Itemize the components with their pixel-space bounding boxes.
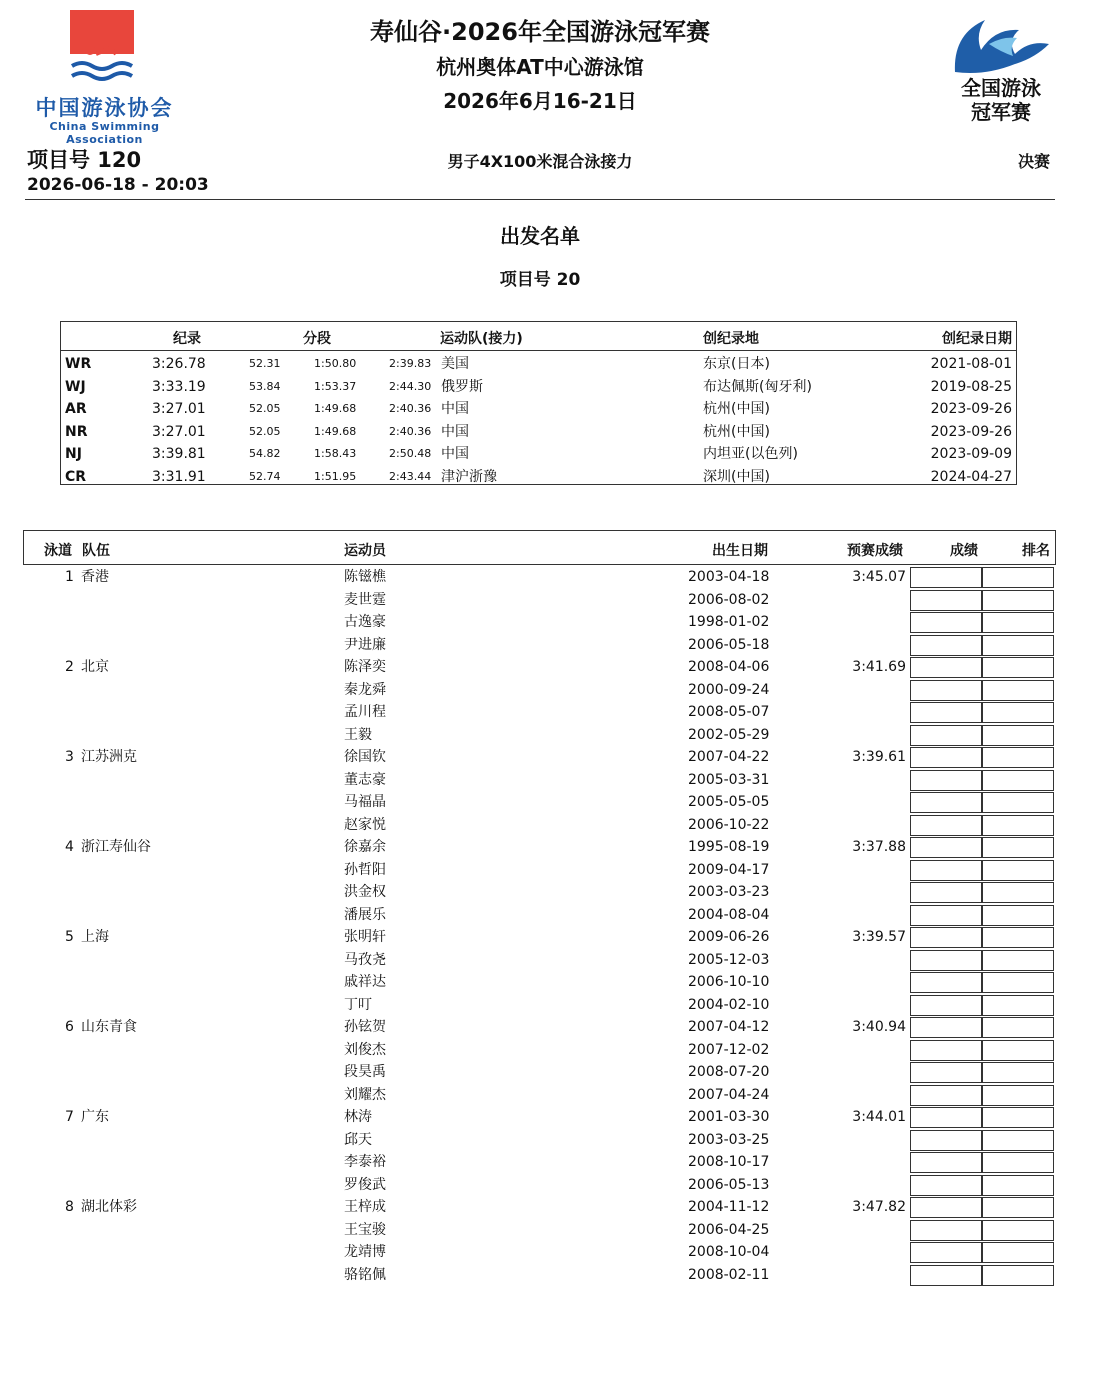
result-box	[910, 1220, 982, 1241]
athlete-name: 陈泽奕	[344, 659, 386, 675]
header-athlete: 运动员	[344, 543, 386, 559]
result-box	[910, 1107, 982, 1128]
team-name: 香港	[81, 569, 109, 585]
record-s1: 52.05	[249, 402, 281, 415]
records-header-record: 纪录	[173, 331, 201, 347]
seed-time: 3:37.88	[852, 839, 906, 855]
rank-box	[982, 702, 1054, 723]
header-lane: 泳道	[44, 543, 72, 559]
result-box	[910, 815, 982, 836]
athlete-dob: 2007-04-24	[688, 1086, 770, 1103]
athlete-name: 罗俊武	[344, 1176, 386, 1193]
record-time: 3:33.19	[152, 378, 206, 395]
athlete-name: 刘耀杰	[344, 1086, 386, 1103]
record-code: NR	[65, 423, 88, 440]
record-row	[61, 466, 1016, 488]
rank-box	[982, 1265, 1054, 1286]
record-s2: 1:51.95	[314, 469, 357, 483]
record-team: 美国	[441, 356, 469, 372]
athlete-name: 赵家悦	[344, 816, 386, 833]
result-box	[910, 1242, 982, 1263]
record-time: 3:26.78	[152, 356, 206, 372]
rank-box	[982, 657, 1054, 678]
athlete-dob: 2006-04-25	[688, 1221, 770, 1238]
athlete-dob: 2000-09-24	[688, 681, 770, 698]
record-code: AR	[65, 401, 87, 417]
athlete-name: 秦龙舜	[344, 681, 386, 698]
lane-number: 7	[65, 1109, 74, 1125]
athlete-name: 李泰裕	[344, 1154, 386, 1170]
result-box	[910, 1085, 982, 1106]
record-s3: 2:44.30	[389, 379, 432, 393]
lane-number: 2	[65, 659, 74, 675]
athlete-name: 孙铉贺	[344, 1019, 386, 1035]
record-s1: 52.31	[249, 357, 281, 370]
athlete-name: 孟川程	[344, 704, 386, 720]
record-place: 深圳(中国)	[703, 468, 770, 485]
athlete-dob: 2009-04-17	[688, 861, 770, 878]
header-divider	[25, 199, 1055, 200]
athlete-dob: 2005-03-31	[688, 771, 770, 788]
rank-box	[982, 905, 1054, 926]
record-place: 内坦亚(以色列)	[703, 446, 798, 462]
record-s2: 1:49.68	[314, 424, 357, 438]
records-header-team: 运动队(接力)	[440, 331, 523, 347]
seed-time: 3:44.01	[852, 1109, 906, 1125]
record-code: CR	[65, 468, 87, 485]
result-box	[910, 972, 982, 993]
athlete-name: 董志豪	[344, 771, 386, 788]
athlete-name: 尹进廉	[344, 636, 386, 653]
result-box	[910, 747, 982, 768]
record-s1: 52.05	[249, 424, 281, 438]
result-box	[910, 725, 982, 746]
record-date: 2023-09-09	[930, 446, 1012, 462]
header-dob: 出生日期	[712, 543, 768, 559]
record-date: 2024-04-27	[930, 468, 1012, 485]
record-s2: 1:50.80	[314, 357, 357, 370]
result-box	[910, 1040, 982, 1061]
result-box	[910, 680, 982, 701]
record-s1: 53.84	[249, 379, 281, 393]
wave-icon	[945, 14, 1057, 76]
records-header-date: 创纪录日期	[942, 331, 1012, 347]
start-list	[23, 530, 1056, 1286]
team-name: 上海	[81, 929, 109, 945]
result-box	[910, 837, 982, 858]
result-box	[910, 927, 982, 948]
record-team: 中国	[441, 446, 469, 462]
rank-box	[982, 950, 1054, 971]
result-box	[910, 1197, 982, 1218]
lane-number: 1	[65, 569, 74, 585]
rank-box	[982, 1130, 1054, 1151]
athlete-name: 骆铭佩	[344, 1266, 386, 1283]
team-name: 山东青食	[81, 1019, 137, 1035]
rank-box	[982, 770, 1054, 791]
team-name: 广东	[81, 1109, 109, 1125]
rank-box	[982, 927, 1054, 948]
athlete-dob: 2008-02-11	[688, 1266, 770, 1283]
record-date: 2019-08-25	[930, 378, 1012, 395]
rank-box	[982, 635, 1054, 656]
event-number: 项目号 120	[27, 148, 142, 172]
athlete-name: 马福晶	[344, 794, 386, 810]
record-place: 杭州(中国)	[703, 423, 770, 440]
athlete-dob: 2009-06-26	[688, 929, 770, 945]
athlete-dob: 2002-05-29	[688, 726, 770, 743]
record-s2: 1:49.68	[314, 402, 357, 415]
meet-dates: 2026年6月16-21日	[443, 89, 637, 113]
rank-box	[982, 1085, 1054, 1106]
record-code: WJ	[65, 378, 86, 395]
record-place: 杭州(中国)	[703, 401, 770, 417]
rank-box	[982, 972, 1054, 993]
record-code: WR	[65, 356, 92, 372]
result-box	[910, 612, 982, 633]
athlete-name: 王毅	[344, 726, 372, 743]
meet-title: 寿仙谷·2026年全国游泳冠军赛	[370, 18, 710, 46]
athlete-dob: 1998-01-02	[688, 614, 770, 630]
athlete-dob: 2008-05-07	[688, 704, 770, 720]
record-team: 中国	[441, 423, 469, 440]
result-box	[910, 635, 982, 656]
rank-box	[982, 1242, 1054, 1263]
athlete-name: 戚祥达	[344, 974, 386, 990]
athlete-dob: 2007-12-02	[688, 1041, 770, 1058]
result-box	[910, 1130, 982, 1151]
header-seed: 预赛成绩	[847, 543, 903, 559]
athlete-dob: 2004-11-12	[688, 1199, 770, 1215]
result-box	[910, 1017, 982, 1038]
athlete-dob: 2008-10-04	[688, 1244, 770, 1260]
record-s3: 2:50.48	[389, 447, 432, 460]
record-row	[61, 376, 1016, 398]
swimmer-icon	[70, 10, 134, 88]
rank-box	[982, 995, 1054, 1016]
csa-logo	[22, 10, 187, 146]
athlete-name: 丁叮	[344, 996, 372, 1013]
rank-box	[982, 1107, 1054, 1128]
record-s1: 54.82	[249, 447, 281, 460]
athlete-name: 陈镃樵	[344, 569, 386, 585]
doc-title: 出发名单	[500, 224, 580, 248]
result-box	[910, 657, 982, 678]
result-box	[910, 1265, 982, 1286]
doc-subtitle: 项目号 20	[499, 270, 581, 290]
seed-time: 3:45.07	[852, 569, 906, 585]
athlete-name: 王梓成	[344, 1199, 386, 1215]
athlete-name: 段昊禹	[344, 1064, 386, 1080]
record-s3: 2:40.36	[389, 402, 432, 415]
athlete-dob: 2003-03-23	[688, 884, 770, 900]
seed-time: 3:41.69	[852, 659, 906, 675]
record-row	[61, 421, 1016, 443]
rank-box	[982, 1017, 1054, 1038]
result-box	[910, 770, 982, 791]
org-name-en: China Swimming Association	[49, 120, 160, 146]
rank-box	[982, 1040, 1054, 1061]
athlete-name: 徐嘉余	[344, 839, 386, 855]
result-box	[910, 882, 982, 903]
record-team: 中国	[441, 401, 469, 417]
athlete-dob: 2008-07-20	[688, 1064, 770, 1080]
record-time: 3:39.81	[152, 446, 206, 462]
lane-number: 5	[65, 929, 74, 945]
seed-time: 3:40.94	[852, 1019, 906, 1035]
result-box	[910, 950, 982, 971]
athlete-name: 古逸豪	[344, 614, 386, 630]
athlete-dob: 2008-04-06	[688, 659, 770, 675]
result-box	[910, 860, 982, 881]
athlete-dob: 2008-10-17	[688, 1154, 770, 1170]
athlete-name: 洪金权	[344, 884, 386, 900]
championship-logo	[945, 14, 1057, 134]
record-time: 3:27.01	[152, 401, 206, 417]
athlete-dob: 2007-04-12	[688, 1019, 770, 1035]
lane-number: 4	[65, 839, 74, 855]
event-round: 决赛	[1017, 152, 1050, 171]
record-s3: 2:39.83	[389, 357, 432, 370]
header-team: 队伍	[82, 543, 110, 559]
start-list-header	[23, 530, 1056, 565]
athlete-name: 王宝骏	[344, 1221, 386, 1238]
record-s2: 1:53.37	[314, 379, 357, 393]
rank-box	[982, 612, 1054, 633]
rank-box	[982, 860, 1054, 881]
athlete-name: 张明轩	[344, 929, 386, 945]
seed-time: 3:39.57	[852, 929, 906, 945]
lane-number: 6	[65, 1019, 74, 1035]
athlete-dob: 2003-03-25	[688, 1131, 770, 1148]
lane-number: 8	[65, 1199, 74, 1215]
athlete-name: 刘俊杰	[344, 1041, 386, 1058]
athlete-dob: 2006-08-02	[688, 591, 770, 608]
records-header-place: 创纪录地	[703, 331, 759, 347]
result-box	[910, 567, 982, 588]
result-box	[910, 702, 982, 723]
rank-box	[982, 680, 1054, 701]
result-box	[910, 792, 982, 813]
result-box	[910, 1152, 982, 1173]
athlete-name: 林涛	[344, 1109, 372, 1125]
rank-box	[982, 1175, 1054, 1196]
athlete-dob: 1995-08-19	[688, 839, 770, 855]
athlete-dob: 2003-04-18	[688, 569, 770, 585]
rank-box	[982, 747, 1054, 768]
athlete-dob: 2006-10-10	[688, 974, 770, 990]
record-place: 布达佩斯(匈牙利)	[703, 378, 812, 395]
championship-logo-text: 全国游泳 冠军赛	[961, 76, 1041, 124]
record-time: 3:31.91	[152, 468, 206, 485]
rank-box	[982, 590, 1054, 611]
record-team: 津沪浙豫	[441, 468, 497, 485]
team-name: 北京	[81, 659, 109, 675]
athlete-dob: 2004-08-04	[688, 906, 770, 923]
record-place: 东京(日本)	[703, 356, 770, 372]
athlete-dob: 2006-05-18	[688, 636, 770, 653]
result-box	[910, 995, 982, 1016]
record-time: 3:27.01	[152, 423, 206, 440]
rank-box	[982, 815, 1054, 836]
result-box	[910, 1175, 982, 1196]
team-name: 浙江寿仙谷	[81, 839, 151, 855]
athlete-dob: 2007-04-22	[688, 749, 770, 765]
record-team: 俄罗斯	[441, 378, 483, 395]
athlete-name: 徐国钦	[344, 749, 386, 765]
meet-venue: 杭州奥体AT中心游泳馆	[436, 55, 644, 79]
rank-box	[982, 725, 1054, 746]
record-s3: 2:40.36	[389, 424, 432, 438]
record-date: 2023-09-26	[930, 401, 1012, 417]
athlete-name: 潘展乐	[344, 906, 386, 923]
athlete-dob: 2004-02-10	[688, 996, 770, 1013]
result-box	[910, 905, 982, 926]
athlete-dob: 2006-05-13	[688, 1176, 770, 1193]
result-box	[910, 590, 982, 611]
event-datetime: 2026-06-18 - 20:03	[27, 175, 209, 195]
rank-box	[982, 1062, 1054, 1083]
athlete-dob: 2005-12-03	[688, 951, 770, 968]
record-row	[61, 353, 1016, 375]
seed-time: 3:47.82	[852, 1199, 906, 1215]
meet-title-block	[200, 14, 880, 118]
event-name: 男子4X100米混合泳接力	[447, 152, 633, 171]
rank-box	[982, 567, 1054, 588]
athlete-dob: 2006-10-22	[688, 816, 770, 833]
record-date: 2021-08-01	[930, 356, 1012, 372]
record-s3: 2:43.44	[389, 469, 432, 483]
rank-box	[982, 792, 1054, 813]
records-header	[61, 322, 1016, 351]
athlete-name: 龙靖博	[344, 1244, 386, 1260]
athlete-name: 邱天	[344, 1131, 372, 1148]
csa-flag-icon	[70, 10, 134, 88]
record-date: 2023-09-26	[930, 423, 1012, 440]
record-row	[61, 443, 1016, 465]
team-name: 湖北体彩	[81, 1199, 137, 1215]
header-rank: 排名	[1022, 543, 1050, 559]
header-result: 成绩	[950, 543, 978, 559]
record-s2: 1:58.43	[314, 447, 357, 460]
record-s1: 52.74	[249, 469, 281, 483]
rank-box	[982, 1152, 1054, 1173]
rank-box	[982, 1197, 1054, 1218]
rank-box	[982, 837, 1054, 858]
athlete-dob: 2005-05-05	[688, 794, 770, 810]
lane-number: 3	[65, 749, 74, 765]
seed-time: 3:39.61	[852, 749, 906, 765]
record-code: NJ	[65, 446, 82, 462]
rank-box	[982, 882, 1054, 903]
athlete-name: 马孜尧	[344, 951, 386, 968]
records-header-splits: 分段	[303, 331, 331, 347]
athlete-dob: 2001-03-30	[688, 1109, 770, 1125]
athlete-name: 麦世霆	[344, 591, 386, 608]
team-name: 江苏洲克	[81, 749, 137, 765]
record-row	[61, 398, 1016, 420]
result-box	[910, 1062, 982, 1083]
rank-box	[982, 1220, 1054, 1241]
athlete-name: 孙哲阳	[344, 861, 386, 878]
org-name-cn: 中国游泳协会	[35, 96, 174, 120]
records-table	[60, 321, 1017, 485]
